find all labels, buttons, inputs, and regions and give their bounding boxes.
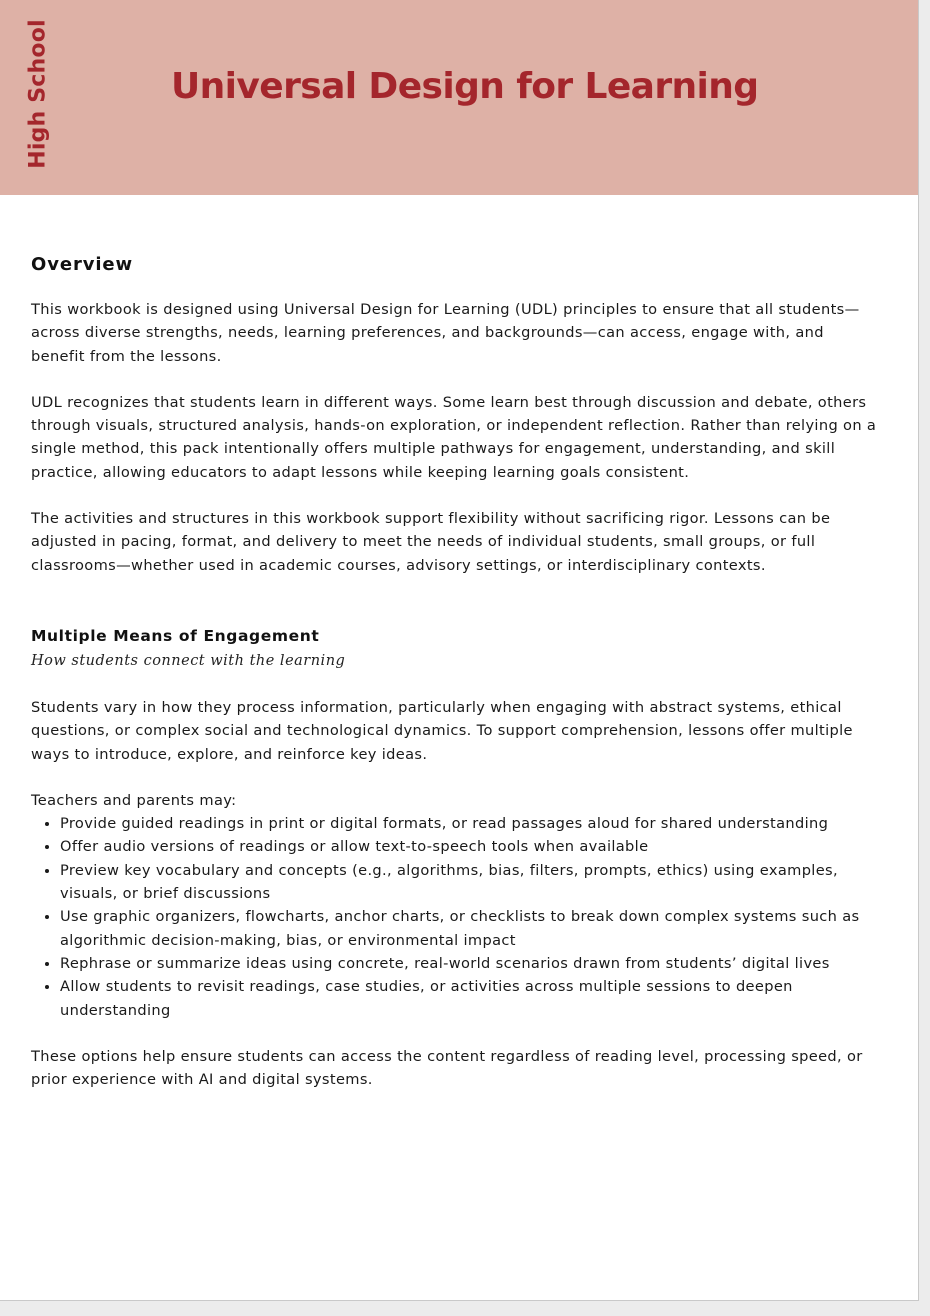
document-title: Universal Design for Learning (171, 66, 759, 107)
engagement-intro: Students vary in how they process information, particularly when engaging with abstract systems, ethical questions, or complex social and technological dynamics. To support comprehension, lessons offer multiple ways to introduce, explore, and reinforce key ideas. (31, 698, 853, 763)
closing-paragraph: These options help ensure students can access the content regardless of reading level, processing speed, or prior experience with AI and digital systems. (31, 1047, 863, 1089)
list-lead: Teachers and parents may: (31, 791, 237, 809)
title-banner (0, 0, 918, 195)
grade-level-label: High School (25, 19, 51, 169)
list-item: • Allow students to revisit readings, case studies, or activities across multiple sessions to deepen understanding (60, 975, 881, 1022)
list-item: • Offer audio versions of readings or allow text-to-speech tools when available (60, 835, 881, 858)
document-body (31, 250, 881, 1091)
overview-heading: Overview (31, 254, 134, 275)
overview-paragraph: This workbook is designed using Universal Design for Learning (UDL) principles to ensure that all students—across diverse strengths, needs, learning preferences, and backgrounds—can access, engage with, and benefit from the lessons. (31, 301, 860, 365)
list-item: • Use graphic organizers, flowcharts, anchor charts, or checklists to break down complex systems such as algorithmic decision-making, bias, or environmental impact (60, 905, 881, 952)
list-item: • Provide guided readings in print or digital formats, or read passages aloud for shared understanding (60, 812, 881, 835)
engagement-heading: Multiple Means of Engagement (31, 626, 320, 645)
overview-paragraph: The activities and structures in this workbook support flexibility without sacrificing rigor. Lessons can be adjusted in pacing, format, and delivery to meet the needs of individual students, small groups, or full classrooms—whether used in academic courses, advisory settings, or interdisciplinary contexts. (31, 510, 831, 574)
engagement-subtitle: How students connect with the learning (31, 652, 346, 669)
list-item: • Preview key vocabulary and concepts (e.g., algorithms, bias, filters, prompts, ethics) using examples, visuals, or brief discussions (60, 859, 881, 906)
overview-paragraph: UDL recognizes that students learn in different ways. Some learn best through discussion and debate, others through visuals, structured analysis, hands-on exploration, or independent reflection. Rather than relying on a single method, this pack intentionally offers multiple pathways for engagement, understanding, and skill practice, allowing educators to adapt lessons while keeping learning goals consistent. (31, 393, 877, 481)
list-item: • Rephrase or summarize ideas using concrete, real-world scenarios drawn from students’ digital lives (60, 952, 881, 975)
strategy-list (31, 812, 881, 1022)
